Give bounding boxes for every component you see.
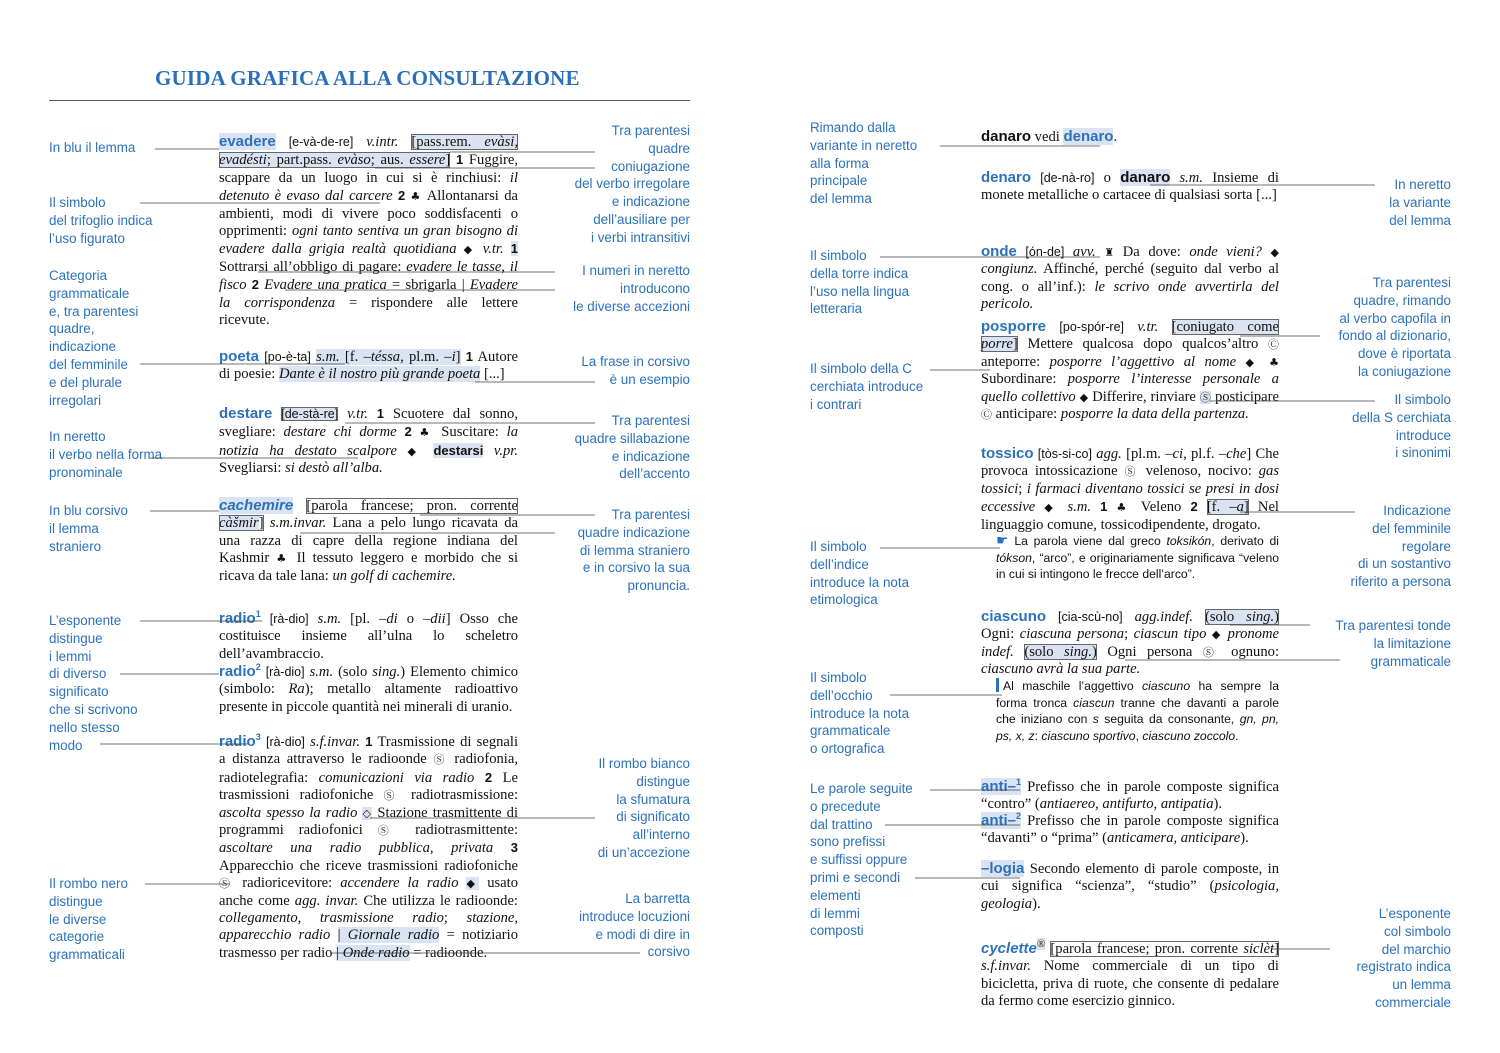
note-bold-variant: In neretto la variante del lemma: [1389, 177, 1451, 228]
note-lemma-blue: In blu il lemma: [49, 140, 136, 155]
note-italic-example: La frase in corsivo è un esempio: [581, 354, 690, 387]
eye-bar-icon: [996, 678, 999, 692]
page-title: GUIDA GRAFICA ALLA CONSULTAZIONE: [155, 66, 580, 90]
entry-anti-2: anti–$^2$ Prefisso che in parole composte significa “davanti” o “prima” (anticamera, anticipare).: [981, 811, 1279, 847]
entry-cachemire: cachemire [parola francese; pron. corrente càšmir] s.m.invar. Lana a pelo lungo ricavata da una razza di capre della regione indiana del Kashmir ♣ Il tessuto leggero e morbido che si ricava da tale lana: un golf di cachemire.: [219, 497, 518, 584]
entry-ciascuno: ciascuno [cia-scù-no] agg.indef. (solo sing.) Ogni: ciascuna persona; ciascun tipo ◆ pronome indef. (solo sing.) Ogni persona Ⓢ ognuno: ciascuno avrà la sua parte.: [981, 608, 1279, 678]
note-foreign-lemma: In blu corsivo il lemma straniero: [49, 503, 128, 554]
grammar-note-ciascuno: Al maschile l’aggettivo ciascuno ha sempre la forma tronca ciascun tranne che davanti a parole che iniziano con s seguita da consonante, gn, pn, ps, x, z: ciascuno sportivo, ciascuno zoccolo.: [996, 679, 1280, 743]
entry-radio-3: radio$^3$ [rà-dio] s.f.invar. 1 Trasmissione di segnali a distanza attraverso le radioonde Ⓢ radiofonia, radiotelegrafia: comunicazioni via radio 2 Le trasmissioni radiofoniche Ⓢ radiotrasmissione: ascolta spesso la radio ◇ Stazione trasmittente di programmi radiofonici Ⓢ radiotrasmittente: ascoltare una radio pubblica, privata 3 Apparecchio che riceve trasmissioni radiofoniche Ⓢ radioricevitore: accendere la radio ◆ usato anche come agg. invar. Che utilizza le radioonde: collegamento, trasmissione radio; stazione, apparecchio radio | Giornale radio = notiziario trasmesso per radio | Onde radio = radioonde.: [219, 732, 519, 961]
note-affixes: Le parole seguite o precedute dal trattino sono prefissi e suffissi oppure primi e secondi elementi di lemmi composti: [810, 781, 913, 939]
etymology-note-tossico: ☛ La parola viene dal greco toksikón, derivato di tókson, “arco”, e originariamente significava “veleno in cui si intingono le frecce dell’arco”.: [996, 533, 1279, 582]
entry-radio-1: radio$^1$ [rà-dio] s.m. [pl. –di o –dii] Osso che costituisce insieme all’ulna lo scheletro dell’avambraccio.: [219, 609, 519, 662]
note-pronominal: In neretto il verbo nella forma pronominale: [49, 429, 163, 480]
black-diamond-icon: ◆: [463, 243, 476, 257]
entry-cyclette: cyclette® [parola francese; pron. corrente siclèt] s.f.invar. Nome commerciale di un tipo di bicicletta, priva di ruote, che consente di pedalare da fermo come esercizio ginnico.: [981, 938, 1279, 1010]
note-round-brackets: Tra parentesi tonde la limitazione grammaticale: [1335, 618, 1451, 669]
note-tower: Il simbolo della torre indica l’uso nella lingua letteraria: [810, 248, 910, 317]
entry-danaro-ref: danaro vedi denaro.: [981, 128, 1118, 145]
note-grammar-category: Categoria grammaticale e, tra parentesi quadre, indicazione del femminile e del plurale irregolari: [49, 268, 139, 408]
entry-tossico: tossico [tòs-si-co] agg. [pl.m. –ci, pl.f. –che] Che provoca intossicazione Ⓢ velenoso, nocivo: gas tossici; i farmaci diventano tossici se presi in dosi eccessive ◆ s.m. 1 ♣ Veleno 2 [f. –a] Nel linguaggio comune, tossicodipendente, drogato.: [981, 445, 1280, 533]
tower-icon: ♜: [1104, 246, 1115, 259]
entry-anti-1: anti–$^1$ Prefisso che in parole composte significa “contro” (antiaereo, antifurto, antipatia).: [981, 777, 1279, 813]
note-bar: La barretta introduce locuzioni e modi di dire in corsivo: [579, 891, 690, 960]
note-capofila: Tra parentesi quadre, rimando al verbo capofila in fondo al dizionario, dove è riportata la coniugazione: [1338, 275, 1451, 379]
note-foreign-pronunciation: Tra parentesi quadre indicazione di lemma straniero e in corsivo la sua pronuncia.: [577, 507, 690, 594]
entry-radio-2: radio$^2$ [rà-dio] s.m. (solo sing.) Elemento chimico (simbolo: Ra); metallo altamente radioattivo presente in piccole quantità nei minerali di uranio.: [219, 662, 518, 715]
trefoil-icon: ♣: [410, 190, 423, 204]
note-black-diamond: Il rombo nero distingue le diverse categorie grammaticali: [49, 876, 128, 963]
note-white-diamond: Il rombo bianco distingue la sfumatura di significato all’interno di un’accezione: [597, 756, 690, 860]
entry-posporre: posporre [po-spór-re] v.tr. [coniugato come porre] Mettere qualcosa dopo qualcos’altro Ⓒ anteporre: posporre l’aggettivo al nome ◆ ♣ Subordinare: posporre l’interesse personale a quello collettivo ◆ Differire, rinviare Ⓢ posticipare Ⓒ anticipare: posporre la data della partenza.: [981, 318, 1280, 423]
note-index: Il simbolo dell’indice introduce la nota etimologica: [810, 539, 910, 608]
title-rule: [49, 100, 690, 101]
note-syllabation: Tra parentesi quadre sillabazione e indicazione dell’accento: [574, 413, 690, 482]
circled-s-icon: Ⓢ: [1199, 390, 1212, 404]
note-contraries: Il simbolo della C cerchiata introduce i contrari: [810, 361, 924, 412]
entry-evadere: evadere [e-và-de-re] v.intr. [pass.rem. evàsi, evadésti; part.pass. evàso; aus. essere] 1 Fuggire, scappare da un luogo in cui si è rinchiusi: il detenuto è evaso dal carcere 2 ♣ Allontanarsi da ambienti, modi di vivere poco soddisfacenti o opprimenti: ogni tanto sentiva un gran bisogno di evadere dalla grigia realtà quotidiana ◆ v.tr. 1 Sottrarsi all’obbligo di pagare: evadere le tasse, il fisco 2 Evadere una pratica = sbrigarla | Evadere la corrispondenza = rispondere alle lettere ricevute.: [219, 133, 518, 329]
note-bold-numbers: I numeri in neretto introducono le diverse accezioni: [573, 263, 690, 314]
entry-destare: destare [de-stà-re] v.tr. 1 Scuotere dal sonno, svegliare: destare chi dorme 2 ♣ Suscitare: la notizia ha destato scalpore ◆ destarsi v.pr. Svegliarsi: si destò all’alba.: [219, 405, 519, 477]
entry-poeta: poeta [po-è-ta] s.m. [f. –téssa, pl.m. –i] 1 Autore di poesie: Dante è il nostro più grande poeta [...]: [219, 348, 519, 383]
note-conjugation: Tra parentesi quadre coniugazione del verbo irregolare e indicazione dell’ausiliare per i verbi intransitivi: [574, 123, 690, 245]
white-diamond-icon: ◇: [362, 806, 373, 820]
pointing-hand-icon: ☛: [996, 533, 1009, 549]
note-feminine: Indicazione del femminile regolare di un sostantivo riferito a persona: [1350, 503, 1451, 590]
note-variant-reference: Rimando dalla variante in neretto alla forma principale del lemma: [810, 120, 918, 207]
circled-c-icon: Ⓒ: [1268, 338, 1279, 352]
note-superscript: L’esponente distingue i lemmi di diverso significato che si scrivono nello stesso modo: [49, 613, 138, 753]
note-synonyms: Il simbolo della S cerchiata introduce i sinonimi: [1352, 392, 1451, 461]
note-eye: Il simbolo dell’occhio introduce la nota grammaticale o ortografica: [810, 670, 910, 757]
entry-onde: onde [ón-de] avv. ♜ Da dove: onde vieni? ◆ congiunz. Affinché, perché (seguito dal verbo al cong. o all’inf.): le scrivo onde avvertirla del pericolo.: [981, 243, 1280, 313]
note-trefoil: Il simbolo del trifoglio indica l’uso figurato: [49, 195, 153, 246]
note-trademark: L’esponente col simbolo del marchio registrato indica un lemma commerciale: [1356, 906, 1451, 1010]
entry-logia: –logia Secondo elemento di parole composte, in cui significa “scienza”, “studio” (psicologia, geologia).: [981, 860, 1279, 912]
entry-denaro: denaro [de-nà-ro] o danaro s.m. Insieme di monete metalliche o cartacee di qualsiasi sorta [...]: [981, 169, 1279, 204]
